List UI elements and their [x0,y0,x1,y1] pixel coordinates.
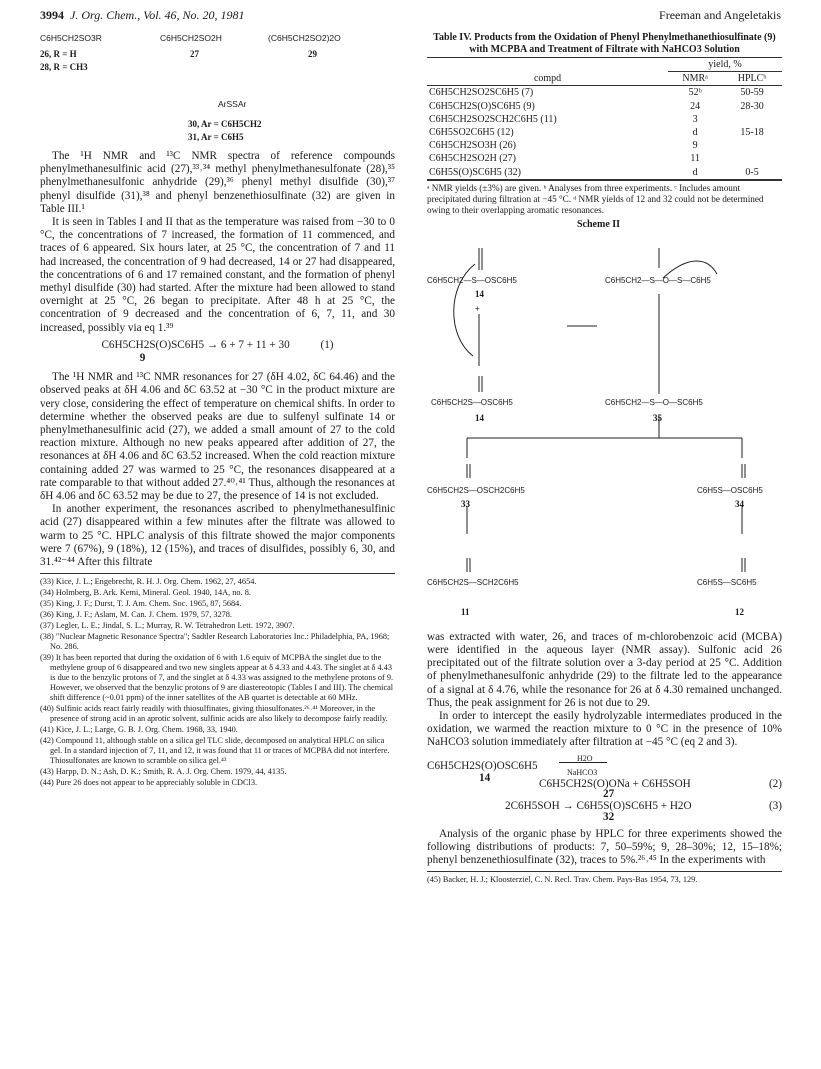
page-number: 3994 [40,8,64,22]
table-caption: Table IV. Products from the Oxidation of Phenyl Phenylmethanethiosulfinate (9) with MCPBA and Treatment of Filtrate with NaHCO3 Solution [433,32,776,55]
equation-2-reactant-num: 14 [479,771,491,784]
equation-1-text: C6H5CH2S(O)SC6H5 → 6 + 7 + 11 + 30 [101,338,290,351]
equation-2-label: (2) [768,777,782,790]
scheme-33: C6H5CH2S—OSCH2C6H5 [427,485,525,495]
table-cell-hplc: 15-18 [740,127,764,139]
scheme-14-top-label: 14 [475,288,484,299]
scheme-plus: + [475,303,480,313]
table-row [427,86,782,100]
table-row [427,100,782,113]
structure-disulfide: ArSSAr [218,99,247,109]
table-cell-nmr: 3 [692,113,698,125]
reference-41: (41) Kice, J. L.; Large, G. B. J. Org. Chem. 1968, 33, 1940. [40,725,238,735]
equation-1 [40,339,395,365]
table-row [427,139,782,152]
reference-38: (38) "Nuclear Magnetic Resonance Spectra"; Sadtler Research Laboratories Inc.: Philadelphia, PA, 1968; No. 286. [40,632,390,652]
table-cell-hplc: 0-5 [745,166,759,178]
scheme-35-top: C6H5CH2—S—O—S—C6H5 [605,275,711,285]
paragraph-reference-spectra: The ¹H NMR and ¹³C NMR spectra of reference compounds phenylmethanesulfinic acid (27),³³˒³⁴ methyl phenylmethanesulfonate (28),³⁵ phenylmethanesulfonic anhydride (29),³⁶ phenyl methyl disulfide (30),³⁷ phenyl disulfide (31),³⁸ and phenyl benzenethiosulfinate (32) are given in Table III.¹ [40,150,395,215]
reference-34: (34) Holmberg, B. Ark. Kemi, Mineral. Geol. 1940, 14A, no. 8. [40,588,251,598]
compound-30-label: 30, Ar = C6H5CH2 [188,119,262,129]
scheme-11-label: 11 [461,606,470,617]
equation-2-arrow-bottom: NaHCO3 [567,767,598,777]
table-header-row-2 [427,72,782,86]
reference-44: (44) Pure 26 does not appear to be appreciably soluble in CDCl3. [40,778,258,788]
structure-sulfonate: C6H5CH2SO3R [40,33,102,43]
table-cell-hplc [722,152,782,165]
paragraph-another-experiment: In another experiment, the resonances ascribed to phenylmethanesulfinic acid (27) disappeared within a few minutes after the filtrate was allowed to warm to 25 °C. HPLC analysis of this filtrate showed the major components were 7 (67%), 9 (18%), 12 (15%), and traces of disulfides, possibly 6, 30, and 31.⁴²⁻⁴⁴ After this filtrate [40,503,395,569]
equation-3-num: 32 [603,810,615,823]
table-cell-compd: C6H5CH2SO2H (27) [429,153,516,165]
table-footnote: ᵃ NMR yields (±3%) are given. ᵇ Analyses from three experiments. ᶜ Includes amount precipitated during filtration at −45 °C. ᵈ NMR yields of 12 and 32 could not be determined owing to their overlapping aromatic resonances. [427,180,782,216]
references-right [427,871,782,885]
reference-33: (33) Kice, J. L.; Engebrecht, R. H. J. Org. Chem. 1962, 27, 4654. [40,577,257,587]
left-column [40,32,395,789]
compound-29-label: 29 [308,49,317,59]
table-cell-compd: C6H5CH2S(O)SC6H5 (9) [429,100,535,112]
table-cell-compd: C6H5S(O)SC6H5 (32) [429,166,521,178]
compound-31-label: 31, Ar = C6H5 [188,132,244,142]
table-cell-nmr: 24 [690,100,701,112]
equation-2-arrow [559,762,607,763]
right-column [427,32,782,886]
structure-sulfinic-acid: C6H5CH2SO2H [160,33,222,43]
equation-2-reactant: C6H5CH2S(O)OSC6H5 [427,759,538,772]
reference-36: (36) King, J. F.; Aslam, M. Can. J. Chem. 1979, 57, 3278. [40,610,233,620]
journal-citation: J. Org. Chem., Vol. 46, No. 20, 1981 [70,8,245,22]
table-cell-hplc: 50-59 [740,87,764,99]
table-cell-hplc [722,139,782,152]
reference-39: (39) It has been reported that during the oxidation of 6 with 1.6 equiv of MCPBA the singlet due to the methylene group of 6 disappeared and two new singlets appear at δ 4.33 and 4.43. The singlet at δ 4.43 is due to the benzylic protons of 7, and the singlet at δ 4.33 was assigned to the methylene protons of 9. However, we observed that the benzylic protons of 9 are diastereotopic (Tables I and III). The chemical shift difference (~0.01 ppm) of the inner satellites of the AB quartet is detectable at 60 MHz. [40,653,394,703]
reference-structures [40,32,395,150]
table-row [427,113,782,126]
table-cell-nmr: d [692,127,698,139]
equation-3-label: (3) [768,799,782,812]
paragraph-extraction: was extracted with water, 26, and traces of m-chlorobenzoic acid (MCBA) were identified in the aqueous layer (NMR assay). Sulfonic acid 26 precipitated out of the filtrate solution over a 3-day period at 25 °C. Addition of phenylmethanesulfonic anhydride (29) to the filtrate led to the appearance of a signal at δ 4.76, while the resonance for 26 at δ 4.30 remained unchanged. Thus, the peak assignment for 26 is not due to 29. [427,630,782,709]
table-cell-nmr: 11 [690,153,700,165]
scheme-35-bottom: C6H5CH2—S—O—SC6H5 [605,397,703,407]
table-cell-hplc: 28-30 [740,100,764,112]
table-cell-compd: C6H5CH2SO2SCH2C6H5 (11) [429,113,557,125]
table-cell-nmr: d [692,166,698,178]
equation-2-product: C6H5CH2S(O)ONa + C6H5SOH [539,777,691,790]
equation-1-label: (1) [320,338,334,351]
scheme-34: C6H5S—OSC6H5 [697,485,763,495]
table-cell-nmr: 52ᵇ [688,87,702,99]
header-yield: yield, % [668,58,782,72]
scheme-14-bottom-label: 14 [475,412,484,423]
equation-3-text: 2C6H5SOH → C6H5S(O)SC6H5 + H2O [505,799,692,812]
scheme-12-label: 12 [735,606,744,617]
reference-42: (42) Compound 11, although stable on a silica gel TLC slide, decomposed on analytical HPLC on silica gel. In a standard injection of 7, 11, and 12, it was found that 11 or traces of MCPBA did not interfere. Thiosulfonates are known to scramble on silica gel.⁴³ [40,736,390,766]
reference-45: (45) Backer, H. J.; Kloosterziel, C. N. Recl. Trav. Chem. Pays-Bas 1954, 73, 129. [427,875,698,885]
scheme-14-top: C6H5CH2—S—OSC6H5 [427,275,517,285]
compound-27-label: 27 [190,49,199,59]
scheme-35-label: 35 [653,412,662,423]
equation-1-compound: 9 [139,352,146,365]
header-hplc: HPLCᵇ [737,73,767,85]
compound-28-label: 28, R = CH3 [40,62,88,72]
table-header-row-1 [427,58,782,72]
header-left [40,8,245,23]
scheme-34-label: 34 [735,498,744,509]
header-authors: Freeman and Angeletakis [659,8,781,22]
table-row [427,166,782,180]
table-cell-compd: C6H5CH2SO3H (26) [429,140,516,152]
scheme-14-bottom: C6H5CH2S—OSC6H5 [431,397,513,407]
equation-2 [427,754,782,798]
table-row [427,126,782,139]
equation-2-arrow-top: H2O [577,753,593,763]
scheme-33-label: 33 [461,498,470,509]
scheme-12: C6H5S—SC6H5 [697,577,757,587]
table-cell-nmr: 9 [692,140,698,152]
table-row [427,152,782,165]
equation-3 [427,798,782,828]
equation-2-product-num: 27 [603,787,615,800]
reference-37: (37) Legler, L. E.; Jindal, S. L.; Murray, R. W. Tetrahedron Lett. 1972, 3907. [40,621,295,631]
reference-35: (35) King, J. F.; Durst, T. J. Am. Chem. Soc. 1965, 87, 5684. [40,599,242,609]
structure-anhydride: (C6H5CH2SO2)2O [268,33,341,43]
table-cell-compd: C6H5SO2C6H5 (12) [429,127,514,139]
scheme-ii [427,216,782,631]
scheme-11: C6H5CH2S—SCH2C6H5 [427,577,519,587]
paragraph-temperature: It is seen in Tables I and II that as the temperature was raised from −30 to 0 °C, the concentrations of 7 increased, the formation of 11 commenced, and traces of 6 appeared. Six hours later, at 25 °C, the concentration of 7 and 11 had increased, the concentration of 9 had decreased, 14 or 27 had disappeared, the concentrations of 6 and 17 remained constant, and the formation of phenyl methyl disulfide (30) had started. After the mixture had been allowed to stand overnight at 25 °C, 26 began to precipitate. After 48 h at 25 °C, the concentration of 9 decreased and the concentration of 6, 7, 11, and 30 increased, possibly via eq 1.³⁹ [40,216,395,334]
table-cell-hplc [722,113,782,126]
reference-40: (40) Sulfinic acids react fairly readily with thiosulfinates, giving thiosulfonates.²⁶˒⁴¹ Moreover, in the presence of strong acid in an aprotic solvent, sulfinic acids are also likely to decompose fairly readily. [40,704,388,724]
header-nmr: NMRᵃ [682,73,708,85]
references-left [40,573,395,788]
products-table [427,57,782,180]
reference-43: (43) Harpp, D. N.; Ash, D. K.; Smith, R. A. J. Org. Chem. 1979, 44, 4135. [40,767,287,777]
paragraph-intercept: In order to intercept the easily hydrolyzable intermediates produced in the oxidation, we warmed the reaction mixture to 0 °C in the presence of 10% NaHCO3 solution immediately after filtration at −45 °C (eq 2 and 3). [427,710,782,749]
paragraph-analysis: Analysis of the organic phase by HPLC for three experiments showed the following distributions of products: 7, 50–59%; 9, 28–30%; 12, 15–18%; phenyl benzenethiosulfinate (32), traces to 5%.²⁶˒⁴⁵ In the experiments with [427,827,782,867]
header-compd: compd [533,72,562,84]
table-cell-compd: C6H5CH2SO2SC6H5 (7) [429,87,534,99]
paragraph-nmr-resonances: The ¹H NMR and ¹³C NMR resonances for 27 (δH 4.02, δC 64.46) and the observed peaks at δH 4.06 and δC 63.52 at −30 °C in the product mixture are very close, considering the effect of temperature on chemical shifts. In order to determine whether the observed peaks are due to sulfenyl sulfinate 14 or phenylmethanesulfinic acid (27), we added a small amount of 27 to the cold reaction mixture. Although no new peaks appeared after addition of 27, the resonances at δH 4.06 and δC 63.52 increased. When the cold reaction mixture containing added 27 was warmed to 25 °C, the resonances disappeared at a rate comparable to that without added 27.⁴⁰˒⁴¹ Thus, although the resonances at δH 4.06 and δC 63.52 may be due to 27, the presence of 14 is not excluded. [40,371,395,503]
compound-26-label: 26, R = H [40,49,77,59]
scheme-title: Scheme II [577,218,621,230]
